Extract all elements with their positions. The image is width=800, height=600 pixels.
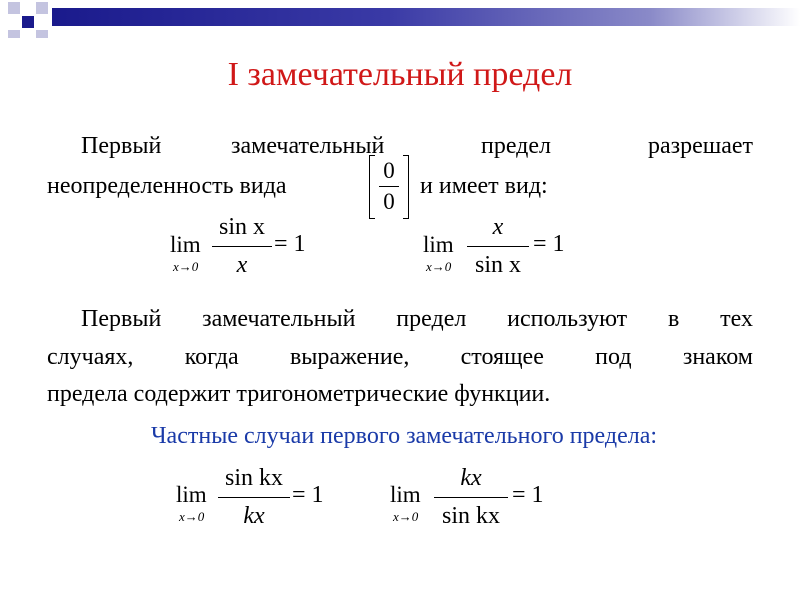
header-square [36,2,48,14]
lim-subscript: x→0 [179,509,205,524]
header-square [8,2,20,14]
header-square [36,30,48,38]
fraction-bar [434,497,508,498]
fraction-bar [467,246,529,247]
denominator: sin x [474,252,521,278]
formula-kx-over-sinkx [390,462,560,534]
right-bracket [403,155,409,219]
usage-line-2: случаях, когда выражение, стоящее под знаком [47,344,753,370]
usage-line-1: Первый замечательный предел используют в тех [81,306,753,332]
formula-x-over-sinx [423,212,583,282]
formula-sinkx-over-kx [176,462,346,534]
indeterminate-form [369,155,409,219]
lim-subscript: x→0 [393,509,419,524]
form-numerator: 0 [383,158,395,183]
lim-operator: lim [390,482,421,507]
usage-line-3: предела содержит тригонометрические функции. [47,381,551,407]
lim-subscript: x→0 [426,259,452,274]
special-cases-heading: Частные случаи первого замечательного предела: [150,423,658,449]
form-denominator: 0 [383,189,395,214]
right-hand-side: = 1 [274,231,306,257]
lim-operator: lim [170,232,201,257]
lim-subscript: x→0 [173,259,199,274]
intro-word: Первый [81,133,162,159]
header-square [8,30,20,38]
right-hand-side: = 1 [292,482,324,508]
numerator: kx [460,465,482,491]
intro-line-2-end [420,171,548,201]
intro-word: разрешает [647,133,753,159]
header-bar [52,8,800,26]
fraction-bar [218,497,290,498]
lim-operator: lim [423,232,454,257]
intro-word: замечательный [231,133,385,159]
header-square [8,16,20,28]
header-square [36,16,48,28]
numerator: sin x [218,214,265,240]
numerator: sin kx [224,465,283,491]
right-hand-side: = 1 [512,482,544,508]
denominator: kx [243,503,265,529]
fraction-bar [212,246,272,247]
header-square [22,16,34,28]
form-fraction-bar [379,186,399,187]
header-decoration [0,0,800,40]
header-square [22,2,34,14]
intro-text: и имеет вид: [420,173,548,199]
numerator: x [492,214,504,240]
intro-line-2 [47,171,287,201]
denominator: sin kx [441,503,500,529]
header-square [22,30,34,38]
denominator: x [236,252,248,278]
lim-operator: lim [176,482,207,507]
slide-title: I замечательный предел [227,56,573,93]
intro-word: предел [481,133,552,159]
formula-sinx-over-x [170,212,320,282]
intro-text: неопределенность вида [47,173,287,199]
right-hand-side: = 1 [533,231,565,257]
